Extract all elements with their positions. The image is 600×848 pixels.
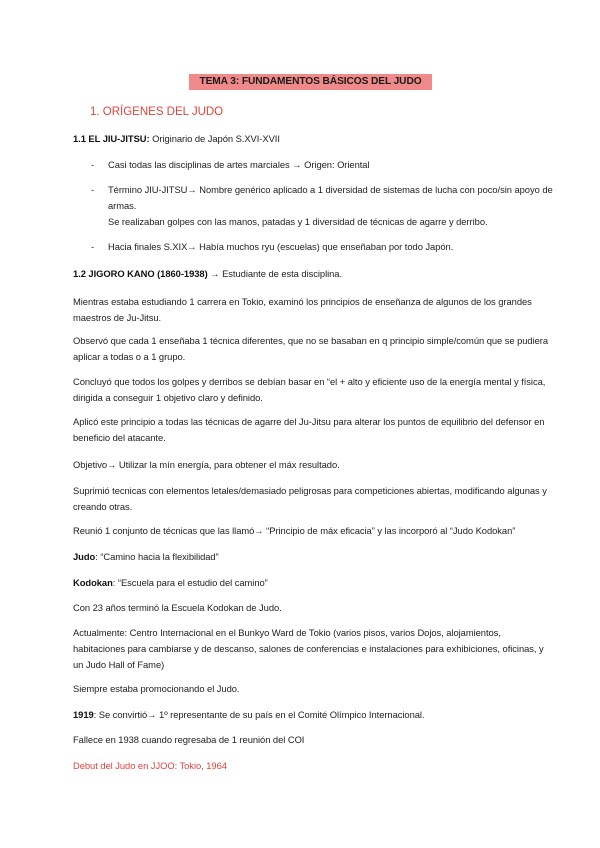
paragraph: Concluyó que todos los golpes y derribos se debían basar en “el + alto y eficiente uso de la energía mental y física, dirigida a conseguir 1 objetivo claro y definido. [73, 376, 546, 403]
bullet-dash: - [91, 241, 95, 252]
document-title: TEMA 3: FUNDAMENTOS BÁSICOS DEL JUDO [189, 74, 432, 90]
definition-text: : “Escuela para el estudio del camino” [112, 577, 268, 588]
bullet-dash: - [91, 184, 95, 195]
paragraph: Aplicó este principio a todas las técnicas de agarre del Ju-Jitsu para alterar los puntos de equilibrio del defensor en beneficio del atacante. [73, 416, 545, 443]
list-item: Casi todas las disciplinas de artes marciales → Origen: Oriental [108, 159, 370, 170]
year-label: 1919 [73, 709, 94, 720]
subsection-jiujitsu [73, 131, 553, 147]
bullet-dash: - [91, 159, 95, 170]
section-heading: 1. ORÍGENES DEL JUDO [90, 106, 224, 118]
paragraph: Observó que cada 1 enseñaba 1 técnica diferentes, que no se basaban en q principio simple/común que se pudiera aplicar a todas o a 1 grupo. [73, 335, 549, 362]
subsection-label: 1.1 EL JIU-JITSU: [73, 133, 150, 144]
paragraph: Con 23 años terminó la Escuela Kodokan de Judo. [73, 602, 282, 613]
paragraph: Siempre estaba promocionando el Judo. [73, 683, 240, 694]
subsection-label: 1.2 JIGORO KANO (1860-1938) [73, 268, 208, 279]
paragraph: Suprimió tecnicas con elementos letales/demasiado peligrosas para competiciones abiertas, modificando algunas y creando otras. [73, 485, 547, 512]
definition-judo [73, 549, 553, 565]
paragraph: Actualmente: Centro Internacional en el Bunkyo Ward de Tokio (varios pisos, varios Dojos, alojamientos, habitaciones para cambiarse y de descanso, salones de conferencias e instalaciones para exhibiciones, oficinas, y un Judo Hall of Fame) [73, 627, 544, 670]
year-text: : Se convirtió→ 1º representante de su país en el Comité Olímpico Internacional. [93, 709, 425, 720]
paragraph: Mientras estaba estudiando 1 carrera en Tokio, examinó los principios de enseñanza de algunos de los grandes maestros de Ju-Jitsu. [73, 296, 532, 323]
definition-kodokan [73, 575, 553, 591]
definition-term: Kodokan [73, 577, 113, 588]
paragraph: Fallece en 1938 cuando regresaba de 1 reunión del COI [73, 734, 305, 745]
subsection-text: Originario de Japón S.XVI-XVII [149, 133, 280, 144]
definition-text: : “Camino hacia la flexibilidad” [95, 551, 219, 562]
subsection-text: → Estudiante de esta disciplina. [207, 268, 343, 279]
list-item: Hacia finales S.XIX→ Había muchos ryu (escuelas) que enseñaban por todo Japón. [108, 241, 454, 252]
list-item-continuation: Se realizaban golpes con las manos, patadas y 1 diversidad de técnicas de agarre y derribo. [108, 216, 488, 227]
highlight-debut: Debut del Judo en JJOO: Tokio, 1964 [73, 760, 227, 771]
paragraph: Reunió 1 conjunto de técnicas que las llamó→ “Principio de máx eficacia” y las incorporó al “Judo Kodokan” [73, 525, 516, 536]
subsection-kano [73, 266, 553, 282]
paragraph-1919 [73, 707, 553, 723]
paragraph: Objetivo→ Utilizar la mín energía, para obtener el máx resultado. [73, 459, 340, 470]
list-item: Término JIU-JITSU→ Nombre genérico aplicado a 1 diversidad de sistemas de lucha con poco/sin apoyo de armas. [108, 184, 553, 211]
definition-term: Judo [73, 551, 96, 562]
